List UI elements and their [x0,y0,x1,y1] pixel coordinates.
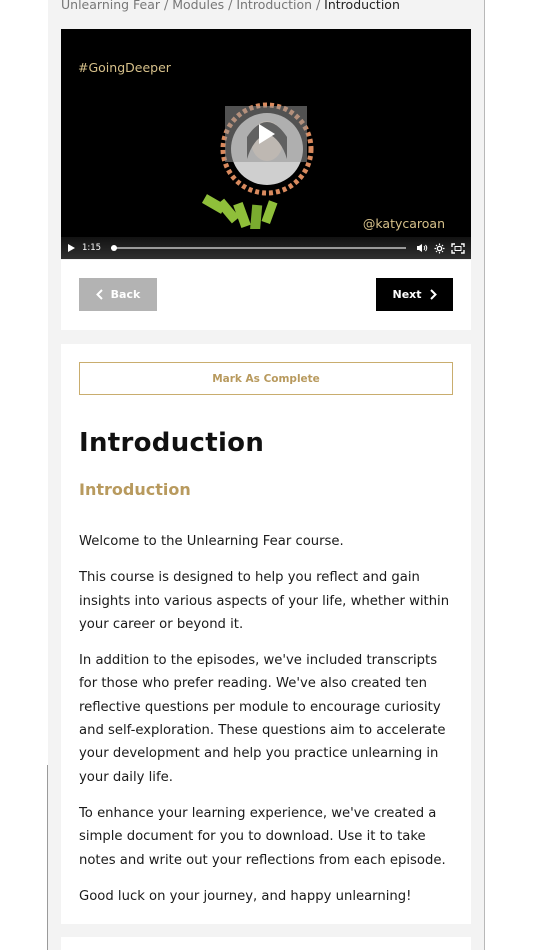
volume-icon[interactable] [416,243,428,253]
lesson-subtitle: Introduction [79,480,191,499]
lesson-paragraph: In addition to the episodes, we've included transcripts for those who prefer reading. We've also created ten reflective questions per module to encourage curiosity and self-exploration. These questions aim to accelerate your development and help you practice unlearning in your daily life. [79,653,446,785]
video-controls [61,237,471,259]
next-button[interactable] [376,278,453,311]
play-icon [255,122,277,146]
video-progress-knob[interactable] [111,245,117,251]
back-button-label: Back [110,288,141,301]
breadcrumb-trail[interactable]: Unlearning Fear / Modules / Introduction / [61,0,325,12]
mark-complete-button[interactable]: Mark As Complete [79,362,453,395]
video-handle: @katycaroan [362,216,445,231]
lesson-paragraph: Welcome to the Unlearning Fear course. [79,534,344,549]
lesson-paragraph: This course is designed to help you reflect and gain insights into various aspects of your life, whether within your career or beyond it. [79,570,450,632]
chevron-right-icon [430,289,437,300]
lesson-paragraph: Good luck on your journey, and happy unlearning! [79,888,412,904]
navigation-card [61,260,471,330]
play-overlay-button[interactable] [225,106,307,162]
chevron-left-icon [96,289,103,300]
lesson-body [79,530,459,921]
video-hashtag: #GoingDeeper [78,60,171,75]
fullscreen-icon[interactable] [451,243,465,254]
video-time: 1:15 [82,243,102,253]
video-player[interactable] [61,29,471,259]
next-section-card [61,937,471,950]
next-button-label: Next [392,288,422,301]
play-icon[interactable] [67,243,76,253]
frame-border-right [484,0,485,950]
settings-icon[interactable] [434,243,445,254]
lesson-title: Introduction [79,428,265,458]
lesson-paragraph: To enhance your learning experience, we've created a simple document for you to download. Use it to take notes and write out your reflections from each episode. [79,805,446,868]
back-button[interactable] [79,278,157,311]
breadcrumb-current: Introduction [324,0,400,12]
breadcrumb [61,0,400,12]
lesson-content-card [61,344,471,924]
video-progress-bar[interactable] [111,247,406,249]
